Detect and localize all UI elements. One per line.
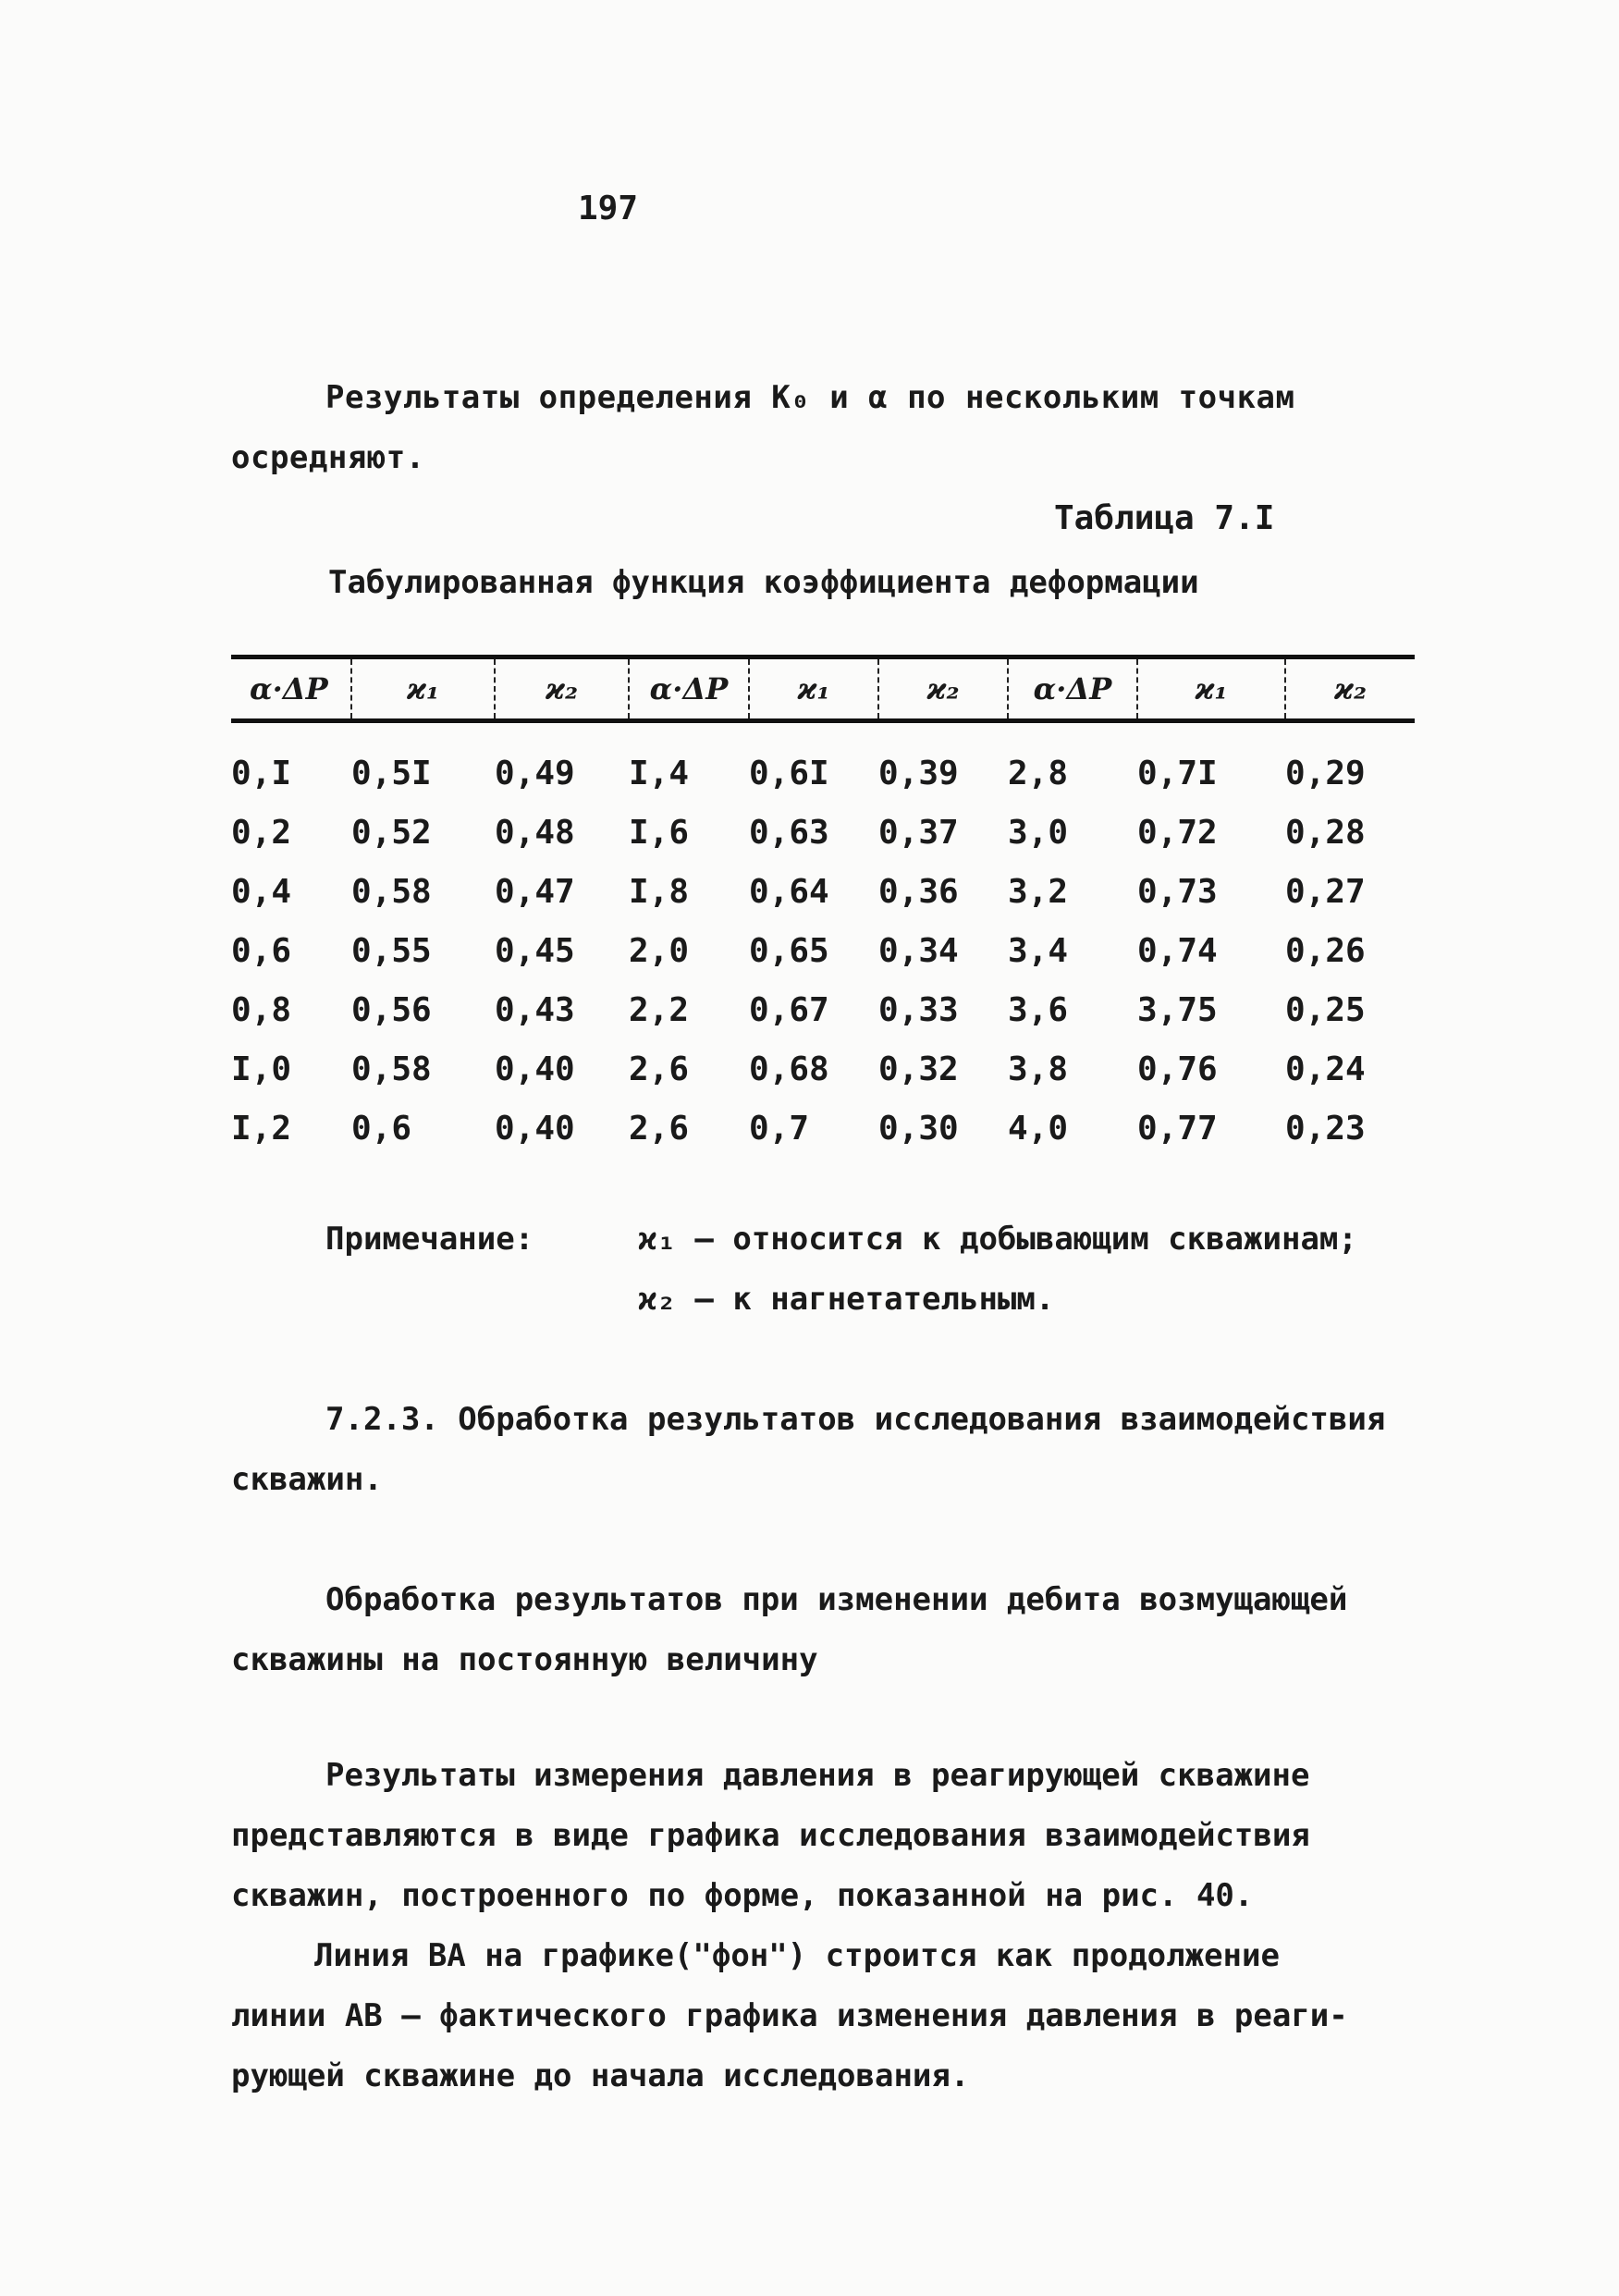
table-cell: 3,0 [1008,813,1069,852]
table-cell: 0,47 [495,872,575,911]
intro-line-2: осредняют. [231,439,425,476]
table-cell: 0,43 [495,990,575,1029]
body-line-4: Линия ВА на графике("фон") строится как продолжение [314,1937,1280,1974]
table-row [231,1039,1415,1099]
subsection-heading-line-2: скважины на постоянную величину [231,1641,818,1678]
table-cell: 0,67 [749,990,829,1029]
table-cell: I,4 [629,754,690,792]
body-line-1: Результаты измерения давления в реагирующей скважине [325,1757,1310,1794]
table-cell: 0,73 [1137,872,1218,911]
table-cell: 0,5I [351,754,432,792]
table-cell: 0,56 [351,990,432,1029]
table-cell: 0,68 [749,1050,829,1088]
table-cell: 0,27 [1285,872,1366,911]
table-cell: 0,40 [495,1050,575,1088]
table-cell: 0,74 [1137,931,1218,970]
table-row [231,980,1415,1039]
table-cell: 0,7I [1137,754,1218,792]
table-cell: 2,2 [629,990,690,1029]
header-cell: α·ΔP [1008,657,1137,721]
body-line-3: скважин, построенного по форме, показанной на рис. 40. [231,1877,1254,1914]
intro-line-1: Результаты определения K₀ и α по нескольким точкам [325,379,1295,416]
table-cell: 3,4 [1008,931,1069,970]
table-row [231,803,1415,862]
table-cell: 2,8 [1008,754,1069,792]
table-row [231,862,1415,921]
table-cell: I,8 [629,872,690,911]
subsection-heading-line-1: Обработка результатов при изменении дебита возмущающей [325,1581,1348,1618]
header-cell: ϰ₂ [495,657,629,721]
table-cell: 0,23 [1285,1109,1366,1148]
header-cell: α·ΔP [250,671,328,706]
table-label: Таблица 7.I [1054,499,1275,537]
table-cell: 0,63 [749,813,829,852]
table-cell: 2,6 [629,1109,690,1148]
table-cell: I,6 [629,813,690,852]
table-cell: 4,0 [1008,1109,1069,1148]
table-cell: 0,32 [878,1050,959,1088]
table-cell: 3,2 [1008,872,1069,911]
table-cell: 0,29 [1285,754,1366,792]
section-heading-line-1: 7.2.3. Обработка результатов исследования взаимодействия [325,1401,1386,1438]
table-cell: 0,6 [351,1109,412,1148]
table-cell: I,2 [231,1109,292,1148]
table-cell: 0,8 [231,990,292,1029]
header-cell: ϰ₂ [1285,657,1415,721]
table-row [231,721,1415,804]
table-cell: 0,40 [495,1109,575,1148]
table-cell: 3,6 [1008,990,1069,1029]
table-cell: 0,33 [878,990,959,1029]
note-line-2: ϰ₂ – к нагнетательным. [638,1281,1055,1318]
table-cell: 0,25 [1285,990,1366,1029]
table-cell: 0,77 [1137,1109,1218,1148]
table-cell: 2,6 [629,1050,690,1088]
table-cell: 0,6 [231,931,292,970]
table-cell: 0,58 [351,872,432,911]
table-cell: 0,49 [495,754,575,792]
header-cell: α·ΔP [629,657,749,721]
header-cell: ϰ₂ [878,657,1008,721]
table-cell: 0,39 [878,754,959,792]
table-cell: 0,76 [1137,1050,1218,1088]
table-cell: 0,58 [351,1050,432,1088]
table-cell: 0,65 [749,931,829,970]
table-cell: 0,52 [351,813,432,852]
table-cell: 0,37 [878,813,959,852]
header-cell: ϰ₁ [351,657,495,721]
table-cell: 0,55 [351,931,432,970]
body-line-5: линии АВ – фактического графика изменения давления в реаги- [231,1997,1348,2034]
table-cell: 0,72 [1137,813,1218,852]
table-cell: I,0 [231,1050,292,1088]
table-cell: 0,48 [495,813,575,852]
table-cell: 0,24 [1285,1050,1366,1088]
body-line-6: рующей скважине до начала исследования. [231,2057,970,2094]
table-cell: 0,34 [878,931,959,970]
header-cell: ϰ₁ [1137,657,1285,721]
note-line-1: ϰ₁ – относится к добывающим скважинам; [638,1221,1357,1258]
page-number: 197 [578,190,639,227]
deformation-coefficient-table [231,655,1415,1158]
table-cell: 0,I [231,754,292,792]
table-cell: 3,75 [1137,990,1218,1029]
table-row [231,1099,1415,1158]
table-cell: 2,0 [629,931,690,970]
table-title: Табулированная функция коэффициента деформации [328,564,1199,601]
table-cell: 0,45 [495,931,575,970]
table-header-row [231,657,1415,721]
table-cell: 0,4 [231,872,292,911]
section-heading-line-2: скважин. [231,1461,383,1498]
header-cell: ϰ₁ [749,657,878,721]
table-cell: 0,2 [231,813,292,852]
table-cell: 0,7 [749,1109,810,1148]
table-cell: 0,36 [878,872,959,911]
table-cell: 0,30 [878,1109,959,1148]
table-cell: 3,8 [1008,1050,1069,1088]
note-label: Примечание: [325,1221,534,1258]
table-cell: 0,26 [1285,931,1366,970]
table-row [231,921,1415,980]
body-line-2: представляются в виде графика исследования взаимодействия [231,1817,1310,1854]
table-cell: 0,6I [749,754,829,792]
table-cell: 0,64 [749,872,829,911]
table-cell: 0,28 [1285,813,1366,852]
